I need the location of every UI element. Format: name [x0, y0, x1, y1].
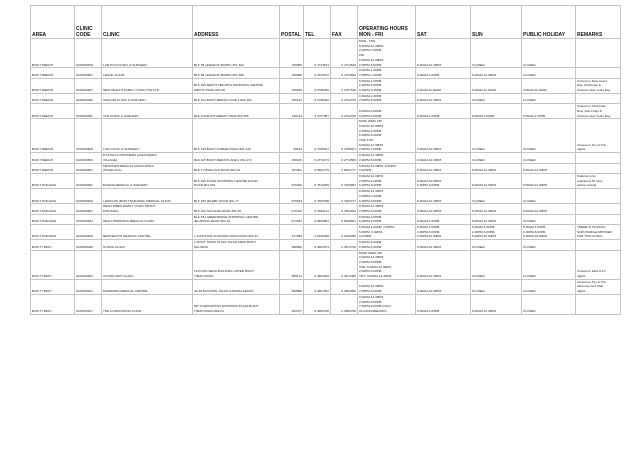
- cell-area: BUKIT MERAH: [31, 104, 75, 119]
- cell-operating-hours: 9.00AM-12.30PM 2.00PM-5.00PM 7.00PM-9.00PM (ONLY ON MON/WED/FRI): [358, 294, 416, 314]
- cell-remarks: [576, 240, 621, 250]
- cell-clinic-code: SGP000201: [75, 68, 102, 78]
- cell-tel: 6 4662205: [304, 250, 331, 279]
- cell-tel: 6 2707957: [304, 104, 331, 119]
- cell-public-holiday: CLOSED: [522, 93, 576, 103]
- cell-address: BLK 149 BUKIT PURMEI ROAD #01-149: [193, 119, 280, 153]
- cell-postal: 150125: [280, 153, 304, 163]
- cell-sun: CLOSED: [471, 119, 522, 153]
- cell-address: BLK 165 DEPOT HEIGHTS SHOPPING CENTRE DEPOT ROAD #01-08: [193, 78, 280, 93]
- table-row: [31, 39, 621, 68]
- cell-sat: 8.00AM-1.00PM: [416, 214, 471, 224]
- table-row: [31, 68, 621, 78]
- cell-address: BLK 59 LENGKOK BAHRU #01-543: [193, 39, 280, 68]
- cell-clinic-name: HEALTHSPRINGS MEDICAL CLINIC: [102, 214, 193, 224]
- cell-remarks: [576, 294, 621, 314]
- cell-operating-hours: 8.30AM-1.00PM 2.00PM-5.00PM 6.30PM-9.15PM: [358, 78, 416, 93]
- cell-address: 587 CORONATION SHOPPING PLAZA BUKIT TIMAH ROAD #02-01: [193, 294, 280, 314]
- cell-tel: 6 8926661: [304, 214, 331, 224]
- cell-address: BLK 125 BUKIT MERAH LANE 1 #01-174: [193, 153, 280, 163]
- cell-public-holiday: CLOSED: [522, 294, 576, 314]
- table-row: [31, 173, 621, 188]
- cell-public-holiday: CLOSED: [522, 39, 576, 68]
- cell-address: 1 BUKIT TIMAH PLAZA JALAN ANAK BUKIT #01-08/10: [193, 240, 280, 250]
- cell-operating-hours: 9.00AM-1.00PM 2.00PM-7.00PM: [358, 68, 416, 78]
- cell-remarks: [576, 204, 621, 214]
- cell-area: BUKIT MERAH: [31, 39, 75, 68]
- cell-tel: 6 2765402: [304, 93, 331, 103]
- cell-fax: 6 2786627: [331, 119, 358, 153]
- cell-public-holiday: CLOSED: [522, 153, 576, 163]
- table-row: [31, 240, 621, 250]
- cell-public-holiday: 8.30AM-1.00PM, 2.00PM-6.00PM, 6.30PM-10.00PM: [522, 225, 576, 240]
- cell-fax: 6 4744693: [331, 68, 358, 78]
- table-body: [31, 39, 621, 315]
- cell-public-holiday: CLOSED: [522, 279, 576, 294]
- cell-sun: CLOSED: [471, 93, 522, 103]
- cell-remarks: [576, 68, 621, 78]
- cell-tel: 6 4744544: [304, 39, 331, 68]
- cell-clinic-name: EUNICE MEDICAL & SURGERY: [102, 173, 193, 188]
- cell-tel: 6 4686768: [304, 294, 331, 314]
- cell-clinic-code: SGP000221: [75, 279, 102, 294]
- cell-postal: 588172: [280, 250, 304, 279]
- header-clinic: CLINIC: [102, 6, 193, 39]
- cell-postal: 671534: [280, 214, 304, 224]
- header-area: AREA: [31, 6, 75, 39]
- table-row: [31, 279, 621, 294]
- cell-area: BUKIT MERAH: [31, 163, 75, 173]
- clinic-listing-sheet: [30, 5, 620, 315]
- cell-area: BUKIT TIMAH: [31, 279, 75, 294]
- cell-operating-hours: 9.00AM-1.30PM 2.00PM-5.00PM: [358, 93, 416, 103]
- cell-sun: 8.30AM-1.00PM, 2.00PM-6.00PM, 6.30PM-10.00PM: [471, 225, 522, 240]
- cell-clinic-code: SGP000106: [75, 189, 102, 204]
- cell-tel: 6 2195298: [304, 225, 331, 240]
- cell-sun: 9.00AM-11.30AM: [471, 78, 522, 93]
- cell-address: BLK 122 BUKIT MERAH LANE 1 #01-184: [193, 93, 280, 103]
- cell-sun: 8.00AM-12.00PM: [471, 214, 522, 224]
- table-row: [31, 225, 621, 240]
- cell-address: BLK 114 BUKIT MERAH VIEW #01-586: [193, 104, 280, 119]
- table-row: [31, 93, 621, 103]
- cell-remarks: [576, 214, 621, 224]
- table-row: [31, 119, 621, 153]
- cell-tel: 6 4743372: [304, 68, 331, 78]
- cell-area: BUKIT TIMAH: [31, 250, 75, 279]
- cell-remarks: Patients to be registered 30 mins before closing: [576, 173, 621, 188]
- cell-postal: 670446: [280, 173, 304, 188]
- cell-operating-hours: MON/ WED/ FRI: 9.00AM-12.30PM 2.00PM-4.30PM 6.30PM-9.30PM TUE/ THU: 9.00AM-12.30PM 2.00PM-7.00PM: [358, 119, 416, 153]
- cell-sun: 8.00AM-1.00PM: [471, 104, 522, 119]
- cell-clinic-code: SGP000366: [75, 93, 102, 103]
- cell-clinic-code: SGP000257: [75, 78, 102, 93]
- cell-sun: CLOSED: [471, 240, 522, 250]
- table-row: [31, 153, 621, 163]
- cell-operating-hours: 8.00AM-4.00PM 6.00PM-9.00PM: [358, 214, 416, 224]
- cell-sun: CLOSED: [471, 279, 522, 294]
- cell-postal: 598586: [280, 279, 304, 294]
- header-clinic-code: CLINIC CODE: [75, 6, 102, 39]
- cell-public-holiday: CLOSED: [522, 240, 576, 250]
- cell-tel: 6 2786627: [304, 119, 331, 153]
- table-row: [31, 104, 621, 119]
- cell-sat: 9.00AM-12.30PM: [416, 119, 471, 153]
- cell-sat: 9.00AM-12.30PM: [416, 240, 471, 250]
- cell-clinic-code: SGP000045: [75, 240, 102, 250]
- cell-public-holiday: CLOSED: [522, 189, 576, 204]
- cell-sun: CLOSED: [471, 189, 522, 204]
- cell-sat: 8.30AM-12.30PM: [416, 39, 471, 68]
- cell-operating-hours: 8.30AM-12.30PM 2.00PM-5.00PM: [358, 204, 416, 214]
- cell-sun: 8.30AM-12.30PM: [471, 204, 522, 214]
- cell-operating-hours: 8.00AM-12.00PM 2.00PM-4.30PM 6.00PM-9.30PM: [358, 173, 416, 188]
- header-address: ADDRESS: [193, 6, 280, 39]
- cell-clinic-name: MANDARIN MEDICAL CENTRE: [102, 279, 193, 294]
- cell-area: BUKIT PANJANG: [31, 214, 75, 224]
- cell-fax: 6 6651777: [331, 163, 358, 173]
- cell-area: BUKIT MERAH: [31, 93, 75, 103]
- cell-postal: 150122: [280, 93, 304, 103]
- cell-clinic-code: SGP000529: [75, 119, 102, 153]
- cell-remarks: [576, 39, 621, 68]
- cell-sat: 9.00AM-1.00PM: [416, 68, 471, 78]
- cell-clinic-code: SGP000054: [75, 250, 102, 279]
- header-sun: SUN: [471, 6, 522, 39]
- cell-postal: 150058: [280, 68, 304, 78]
- cell-postal: 161001: [280, 163, 304, 173]
- cell-remarks: [576, 189, 621, 204]
- cell-sat: 8.30AM-12.30PM: [416, 204, 471, 214]
- cell-remarks: Closed on Tue & Thu nights: [576, 119, 621, 153]
- cell-sat: 8.00AM-12.00PM 6.30PM-9.00PM: [416, 173, 471, 188]
- cell-clinic-name: NEWHEALTH MEDICAL CENTRE: [102, 225, 193, 240]
- cell-address: 1 JUNCTION 10 WOODLANDS ROAD #01-23: [193, 225, 280, 240]
- cell-area: BUKIT PANJANG: [31, 173, 75, 188]
- cell-operating-hours: 8.30AM-12.30PM 2.00PM-4.30PM 6.30PM-9.00PM: [358, 189, 416, 204]
- cell-operating-hours: 9.00AM-12.30PM 2.00PM-5.00PM: [358, 279, 416, 294]
- cell-public-holiday: CLOSED: [522, 250, 576, 279]
- cell-tel: 6 7634259: [304, 173, 331, 188]
- cell-remarks: Closed on Wed & Fri nights: [576, 250, 621, 279]
- cell-address: BLK 183 JELEBU ROAD #01-17: [193, 189, 280, 204]
- cell-sun: CLOSED: [471, 250, 522, 279]
- cell-sun: 8.30AM-12.30PM: [471, 163, 522, 173]
- cell-address: BLK 416 SAUJANA ROAD #01-50: [193, 204, 280, 214]
- cell-operating-hours: 8.00AM-4.00PM 6.00PM-9.00PM: [358, 104, 416, 119]
- cell-postal: 100165: [280, 78, 304, 93]
- cell-tel: 6 7605788: [304, 189, 331, 204]
- cell-sat: 9.00AM-12.30PM: [416, 250, 471, 279]
- cell-area: BUKIT TIMAH: [31, 240, 75, 250]
- cell-clinic-name: EYSTON & PARTNERS (ALEXANDRA VILLAGE): [102, 153, 193, 163]
- cell-postal: 150059: [280, 39, 304, 68]
- cell-address: 46-48 BUILDING JALAN JURONG KECHIL: [193, 279, 280, 294]
- cell-clinic-code: SGP000391: [75, 104, 102, 119]
- cell-public-holiday: 8.30AM-12.30PM: [522, 163, 576, 173]
- cell-remarks: [576, 163, 621, 173]
- cell-clinic-name: CHUNG WAH CLINIC: [102, 250, 193, 279]
- cell-address: BLK 446 FAJAR SHOPPING CENTRE FAJAR ROAD #01-522: [193, 173, 280, 188]
- cell-sat: 8.30AM-12.30PM: [416, 189, 471, 204]
- cell-public-holiday: 8.00AM-12.00PM: [522, 173, 576, 188]
- cell-area: BUKIT MERAH: [31, 78, 75, 93]
- cell-postal: 677899: [280, 225, 304, 240]
- cell-postal: 90149: [280, 119, 304, 153]
- cell-clinic-name: THE CORONATION CLINIC: [102, 294, 193, 314]
- cell-sat: 9.00AM-1.00PM: [416, 294, 471, 314]
- cell-clinic-name: LIFESCAN (BUKIT PANJANG) MEDICAL CLINIC: [102, 189, 193, 204]
- cell-area: BUKIT TIMAH: [31, 294, 75, 314]
- cell-public-holiday: CLOSED: [522, 119, 576, 153]
- cell-sat: 9.00AM-12.30PM: [416, 279, 471, 294]
- cell-sat: 8.30AM-12.30PM: [416, 153, 471, 163]
- cell-fax: 6 4674480: [331, 250, 358, 279]
- clinic-table: [30, 5, 621, 315]
- cell-clinic-code: SGP000507: [75, 204, 102, 214]
- table-row: [31, 204, 621, 214]
- cell-remarks: Closed on Tue & Thu afternoon and Wed nights: [576, 279, 621, 294]
- cell-public-holiday: 9.00AM-11.30AM: [522, 78, 576, 93]
- cell-area: BUKIT PANJANG: [31, 225, 75, 240]
- cell-postal: 150114: [280, 104, 304, 119]
- cell-clinic-code: SGP000534: [75, 214, 102, 224]
- header-postal: POSTAL: [280, 6, 304, 39]
- cell-sat: 8.30AM-1.00PM, 2.00PM-6.00PM, 6.30PM-10.00PM: [416, 225, 471, 240]
- table-row: [31, 250, 621, 279]
- cell-operating-hours: 8.30AM-1.00PM, 2.00PM- 5.00PM, 6.30PM- 10.00PM: [358, 225, 416, 240]
- cell-public-holiday: 8.00AM-1.00PM: [522, 104, 576, 119]
- cell-sat: 8.00AM-1.00PM: [416, 104, 471, 119]
- cell-operating-hours: 9.00AM-5.00PM 6.30PM-9.30PM: [358, 240, 416, 250]
- header-fax: FAX: [331, 6, 358, 39]
- cell-clinic-name: TAN CLINIC & SURGERY: [102, 104, 193, 119]
- cell-public-holiday: CLOSED: [522, 68, 576, 78]
- cell-tel: 6 7696121: [304, 204, 331, 214]
- cell-operating-hours: 8.30AM-12.30PM 2.00PM-5.00PM: [358, 153, 416, 163]
- cell-fax: 6 7693717: [331, 189, 358, 204]
- cell-operating-hours: 8.30AM-12.30PM, 6.00PM- 10.00PM: [358, 163, 416, 173]
- header-sat: SAT: [416, 6, 471, 39]
- cell-fax: 6 2764375: [331, 93, 358, 103]
- table-row: [31, 189, 621, 204]
- cell-clinic-name: NEW HEALTH FAMILY CLINIC PTE LTD: [102, 78, 193, 93]
- cell-tel: 6 6651776: [304, 163, 331, 173]
- cell-address: BLK 534 GREENRIDGE SHOPPING CENTRE JELAPANG ROAD #02-22: [193, 214, 280, 224]
- cell-operating-hours: MON - THU: 8.30AM-12.30PM 2.00PM-7.00PM FRI: 8.30AM-12.30PM 2.00PM-5.00PM: [358, 39, 416, 68]
- cell-postal: 269707: [280, 294, 304, 314]
- cell-fax: 6 8926661: [331, 214, 358, 224]
- cell-postal: 670183: [280, 189, 304, 204]
- cell-fax: 6 4686768: [331, 294, 358, 314]
- table-row: [31, 78, 621, 93]
- cell-clinic-name: CHANG CLINIC: [102, 240, 193, 250]
- cell-area: BUKIT PANJANG: [31, 189, 75, 204]
- cell-address: 19 KOON SENG BUILDING UPPER BUKIT TIMAH ROAD: [193, 250, 280, 279]
- cell-sat: 9.00AM-11.30AM: [416, 78, 471, 93]
- cell-fax: 6 4744544: [331, 39, 358, 68]
- cell-sun: 8.00AM-12.00PM: [471, 173, 522, 188]
- cell-postal: 670416: [280, 204, 304, 214]
- cell-tel: 6 4667822: [304, 279, 331, 294]
- cell-clinic-code: SGP000636: [75, 225, 102, 240]
- table-row: [31, 163, 621, 173]
- header-tel: TEL: [304, 6, 331, 39]
- cell-tel: 6 2772179: [304, 153, 331, 163]
- table-row: [31, 214, 621, 224]
- header-operating-hours: OPERATING HOURS MON - FRI: [358, 6, 416, 39]
- table-row: [31, 294, 621, 314]
- cell-sun: 9.00AM-12.30PM: [471, 68, 522, 78]
- header-remarks: REMARKS: [576, 6, 621, 39]
- cell-area: BUKIT MERAH: [31, 68, 75, 78]
- cell-sun: CLOSED: [471, 153, 522, 163]
- cell-clinic-name: LEONG CLINIC: [102, 68, 193, 78]
- cell-area: BUKIT PANJANG: [31, 204, 75, 214]
- cell-remarks: THERE IS HOLIDAY SURCHARGE IMPOSED FOR THIS CLINIC.: [576, 225, 621, 240]
- cell-remarks: [576, 153, 621, 163]
- cell-public-holiday: CLOSED: [522, 214, 576, 224]
- cell-clinic-code: SGP000533: [75, 153, 102, 163]
- cell-postal: 588996: [280, 240, 304, 250]
- cell-public-holiday: 8.30AM-12.30PM: [522, 204, 576, 214]
- cell-address: BLK 58 LENGKOK BAHRU #01-566: [193, 68, 280, 78]
- cell-operating-hours: MON/ WED/ FRI: 9.00AM-12.30PM, 2.00PM-6.00PM TUE: 9.00AM-12.30PM, 2.00PM-6.00PM THU: 9.00AM-12.30PM: [358, 250, 416, 279]
- cell-clinic-code: SGP000147: [75, 294, 102, 314]
- cell-sat: 9.00AM-12.30PM: [416, 93, 471, 103]
- cell-clinic-name: LUM CLINIC & SURGERY: [102, 119, 193, 153]
- cell-fax: 6 7604043: [331, 204, 358, 214]
- cell-sat: 8.30AM-12.30PM: [416, 163, 471, 173]
- cell-fax: 6 4664352: [331, 279, 358, 294]
- cell-clinic-name: SHALOM CLINIC & SURGERY: [102, 93, 193, 103]
- cell-clinic-name: FRONTIER MEDICAL ASSOCIATES (HAVELOCK): [102, 163, 193, 173]
- cell-remarks: Closed on Christmas, New Year's Day & Chinese New Years Day: [576, 104, 621, 119]
- cell-tel: 6 4663371: [304, 240, 331, 250]
- cell-fax: 6 2772569: [331, 153, 358, 163]
- cell-tel: 6 2786400: [304, 78, 331, 93]
- cell-clinic-name: HEALTHMED FAMILY CLINIC (BUKIT PANJANG): [102, 204, 193, 214]
- cell-fax: 6 4674709: [331, 240, 358, 250]
- header-row: [31, 6, 621, 39]
- cell-fax: 6 2767540: [331, 78, 358, 93]
- cell-clinic-name: LAM POLYCLINIC & SURGERY: [102, 39, 193, 68]
- cell-remarks: Closed on New Year's Day, Christmas & Chinese New Years Day: [576, 78, 621, 93]
- cell-area: BUKIT MERAH: [31, 119, 75, 153]
- cell-area: BUKIT MERAH: [31, 153, 75, 163]
- cell-fax: 6 2195298: [331, 225, 358, 240]
- cell-clinic-code: SGP000631: [75, 163, 102, 173]
- cell-clinic-code: SGP000002: [75, 173, 102, 188]
- cell-address: BLK 1 HAVELOCK ROAD #03-02: [193, 163, 280, 173]
- cell-fax: 6 2722316: [331, 104, 358, 119]
- cell-fax: 6 7640863: [331, 173, 358, 188]
- cell-remarks: [576, 93, 621, 103]
- cell-sun: CLOSED: [471, 39, 522, 68]
- cell-clinic-code: SGP000195: [75, 39, 102, 68]
- header-public-holiday: PUBLIC HOLIDAY: [522, 6, 576, 39]
- cell-sun: 9.00AM-12.30PM: [471, 294, 522, 314]
